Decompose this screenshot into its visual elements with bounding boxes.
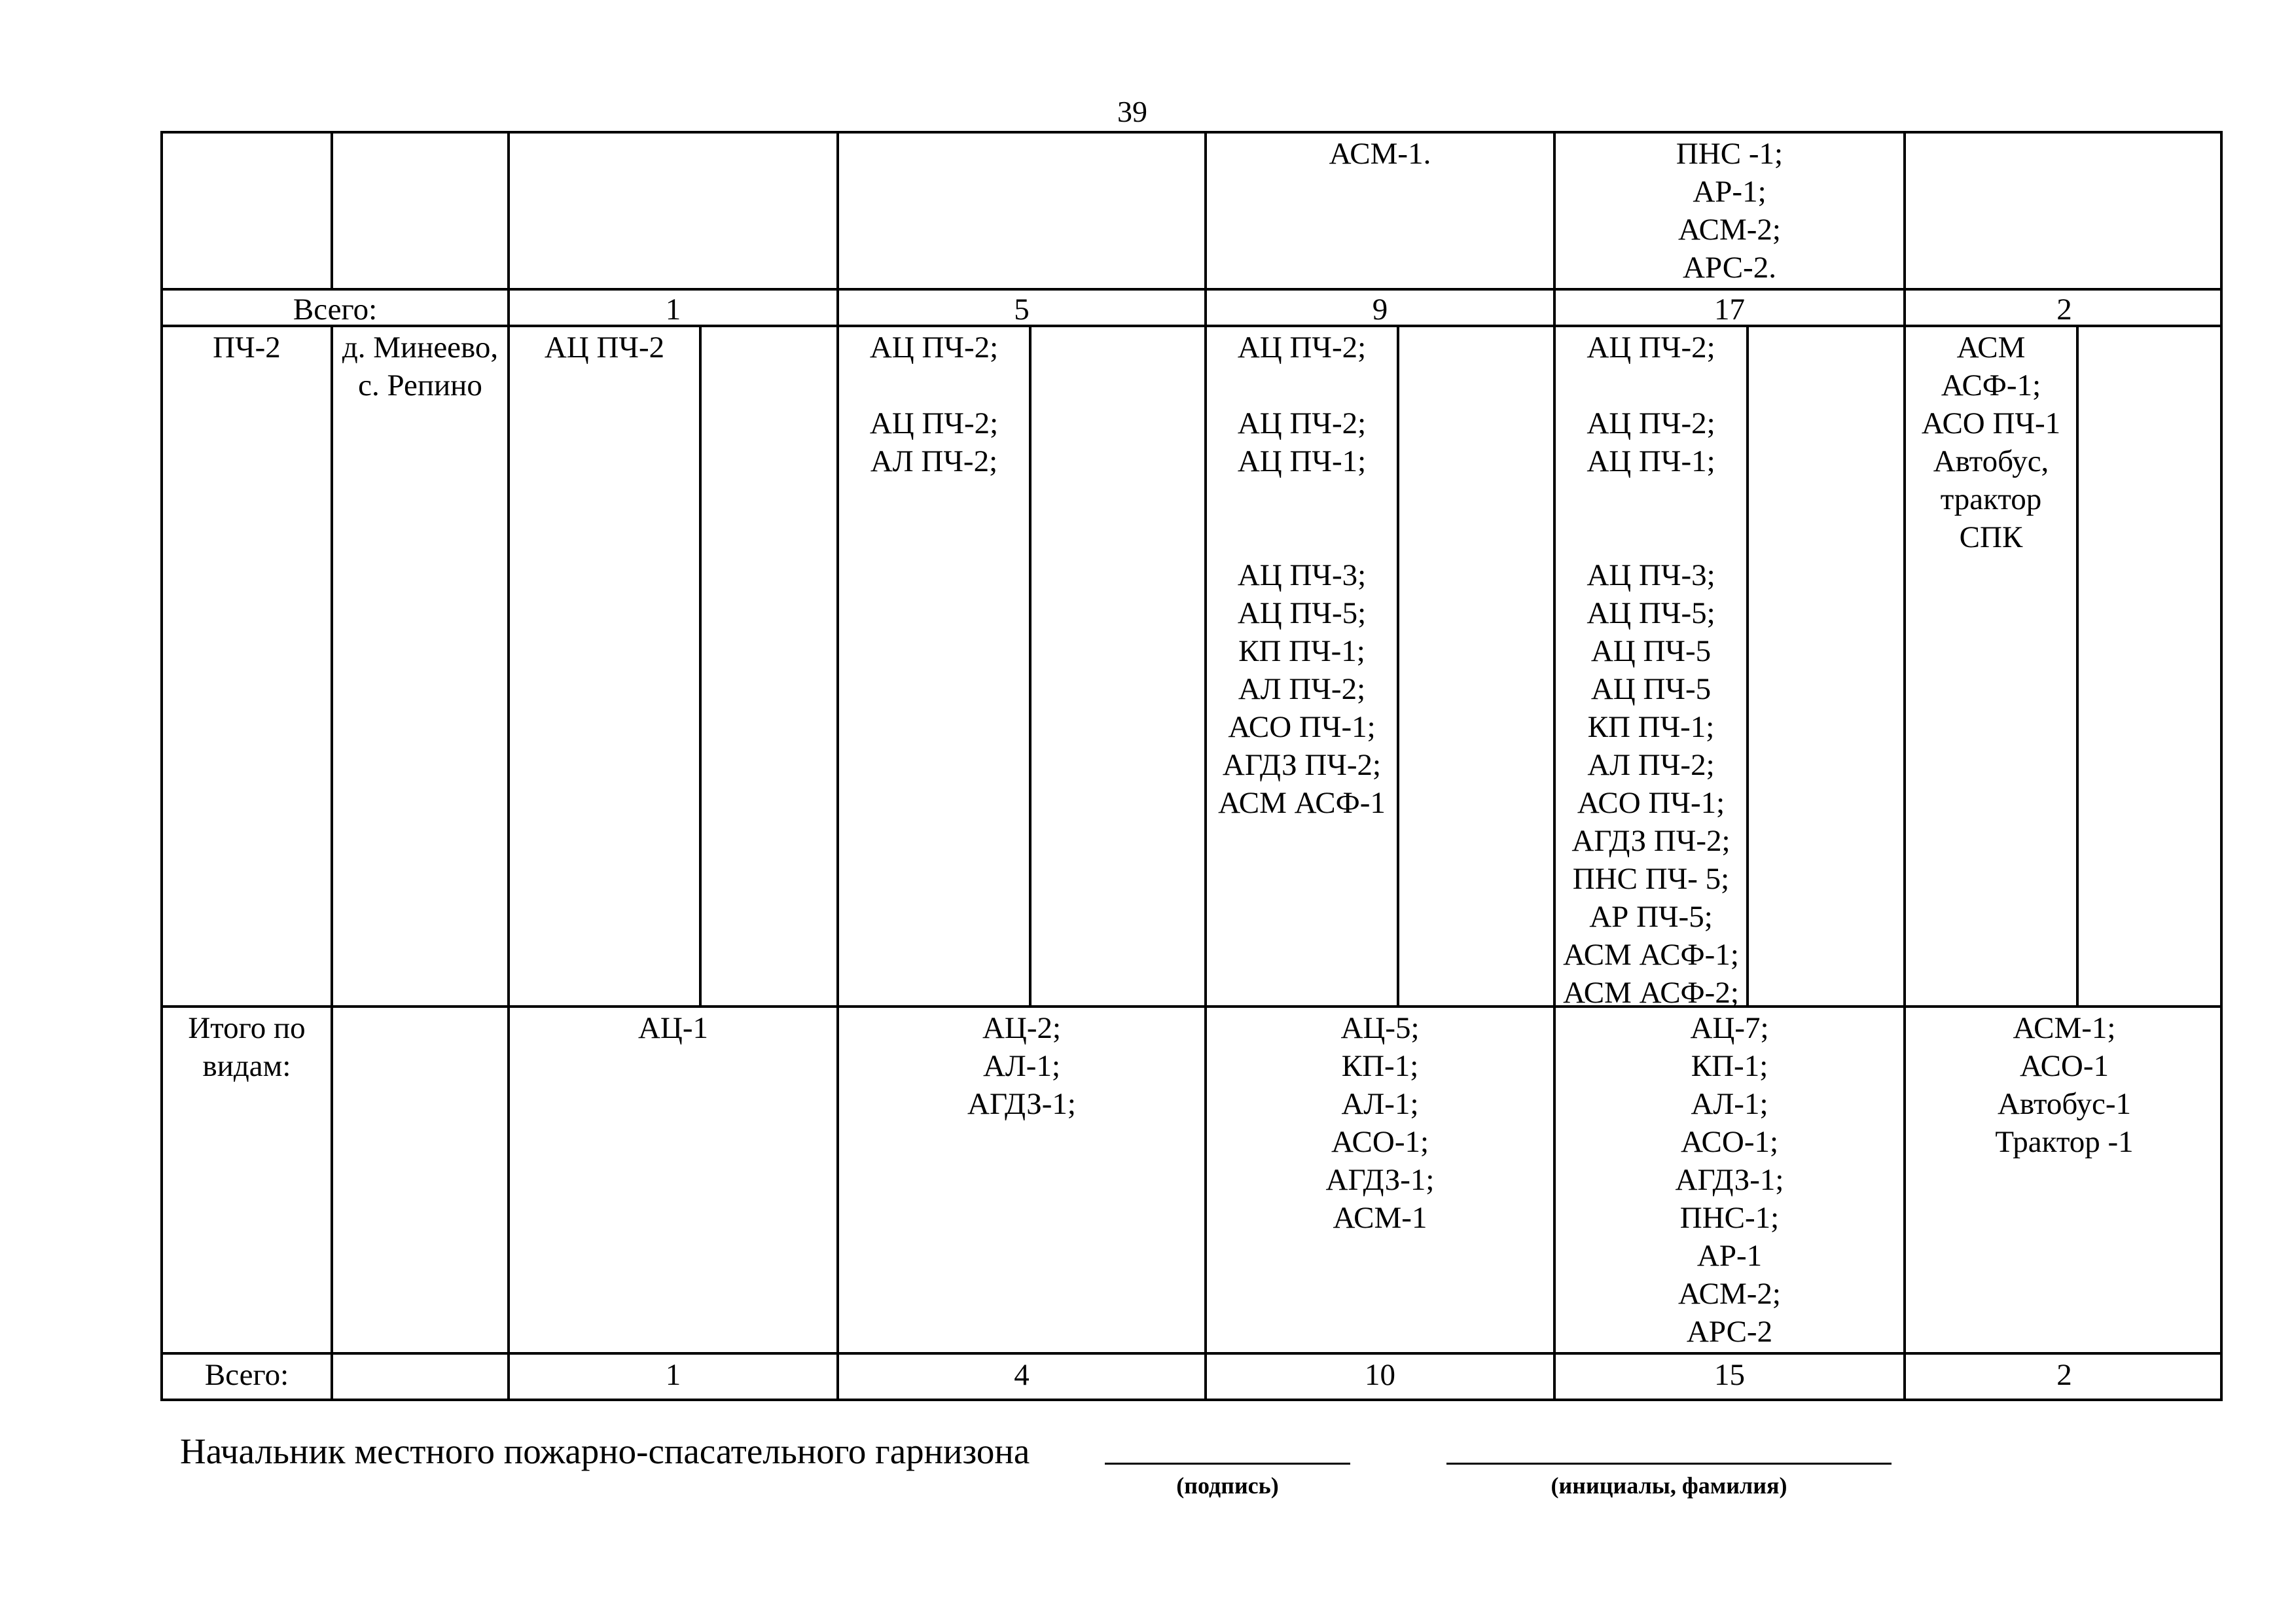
sub-col-divider [1746, 325, 1749, 1005]
total-value: 1 [665, 293, 681, 327]
col-divider [331, 131, 333, 288]
name-caption: (инициалы, фамилия) [1551, 1472, 1787, 1499]
by-type-col5-cell: АСМ-1; АСО-1 Автобус-1 Трактор -1 [1995, 1011, 2134, 1159]
total-value: 17 [1714, 293, 1745, 327]
final-total-value: 2 [2056, 1358, 2072, 1392]
final-total-label: Всего: [204, 1358, 289, 1392]
sub-col-divider [2076, 325, 2079, 1005]
row-divider [160, 1352, 2223, 1355]
total-label: Всего: [293, 293, 378, 327]
final-total-value: 4 [1014, 1358, 1030, 1392]
pch2-col4-cell: АЦ ПЧ-2; АЦ ПЧ-2; АЦ ПЧ-1; АЦ ПЧ-3; АЦ ПЧ-5; АЦ ПЧ-5 АЦ ПЧ-5 КП ПЧ-1; АЛ ПЧ-2; АСО ПЧ-1; АГДЗ ПЧ-2; ПНС ПЧ- 5; АР ПЧ-5; АСМ АСФ-1; АСМ АСФ-2; [1563, 330, 1739, 1010]
page-number: 39 [1117, 95, 1147, 128]
pch2-col2-cell: АЦ ПЧ-2; АЦ ПЧ-2; АЛ ПЧ-2; [869, 330, 999, 478]
top-col5-cell: ПНС -1; АР-1; АСМ-2; АРС-2. [1676, 137, 1784, 285]
unit-cell: ПЧ-2 [213, 330, 281, 365]
pch2-col5-cell: АСМ АСФ-1; АСО ПЧ-1 Автобус, трактор СПК [1921, 330, 2061, 554]
total-value: 2 [2056, 293, 2072, 327]
col-divider [331, 325, 333, 1401]
total-value: 9 [1372, 293, 1388, 327]
sub-col-divider [699, 325, 702, 1005]
name-line [1446, 1463, 1892, 1465]
top-col4-cell: АСМ-1. [1329, 137, 1431, 171]
sub-col-divider [1029, 325, 1031, 1005]
signature-line [1105, 1463, 1350, 1465]
final-total-value: 10 [1365, 1358, 1395, 1392]
total-value: 5 [1014, 293, 1030, 327]
final-total-value: 15 [1714, 1358, 1745, 1392]
locality-cell: д. Минеево, с. Репино [342, 330, 499, 402]
by-type-label: Итого по видам: [188, 1011, 306, 1083]
by-type-col2-cell: АЦ-2; АЛ-1; АГДЗ-1; [967, 1011, 1076, 1121]
signature-caption: (подпись) [1176, 1472, 1279, 1499]
signature-title: Начальник местного пожарно-спасательного гарнизона [180, 1431, 1030, 1471]
pch2-col3-cell: АЦ ПЧ-2; АЦ ПЧ-2; АЦ ПЧ-1; АЦ ПЧ-3; АЦ ПЧ-5; КП ПЧ-1; АЛ ПЧ-2; АСО ПЧ-1; АГДЗ ПЧ-2; АСМ АСФ-1 [1218, 330, 1386, 820]
sub-col-divider [1397, 325, 1399, 1005]
row-divider [160, 1005, 2223, 1008]
pch2-col1-cell: АЦ ПЧ-2 [544, 330, 665, 365]
by-type-col3-cell: АЦ-5; КП-1; АЛ-1; АСО-1; АГДЗ-1; АСМ-1 [1325, 1011, 1435, 1235]
by-type-col1-cell: АЦ-1 [637, 1011, 709, 1045]
final-total-value: 1 [665, 1358, 681, 1392]
by-type-col4-cell: АЦ-7; КП-1; АЛ-1; АСО-1; АГДЗ-1; ПНС-1; АР-1 АСМ-2; АРС-2 [1675, 1011, 1784, 1349]
